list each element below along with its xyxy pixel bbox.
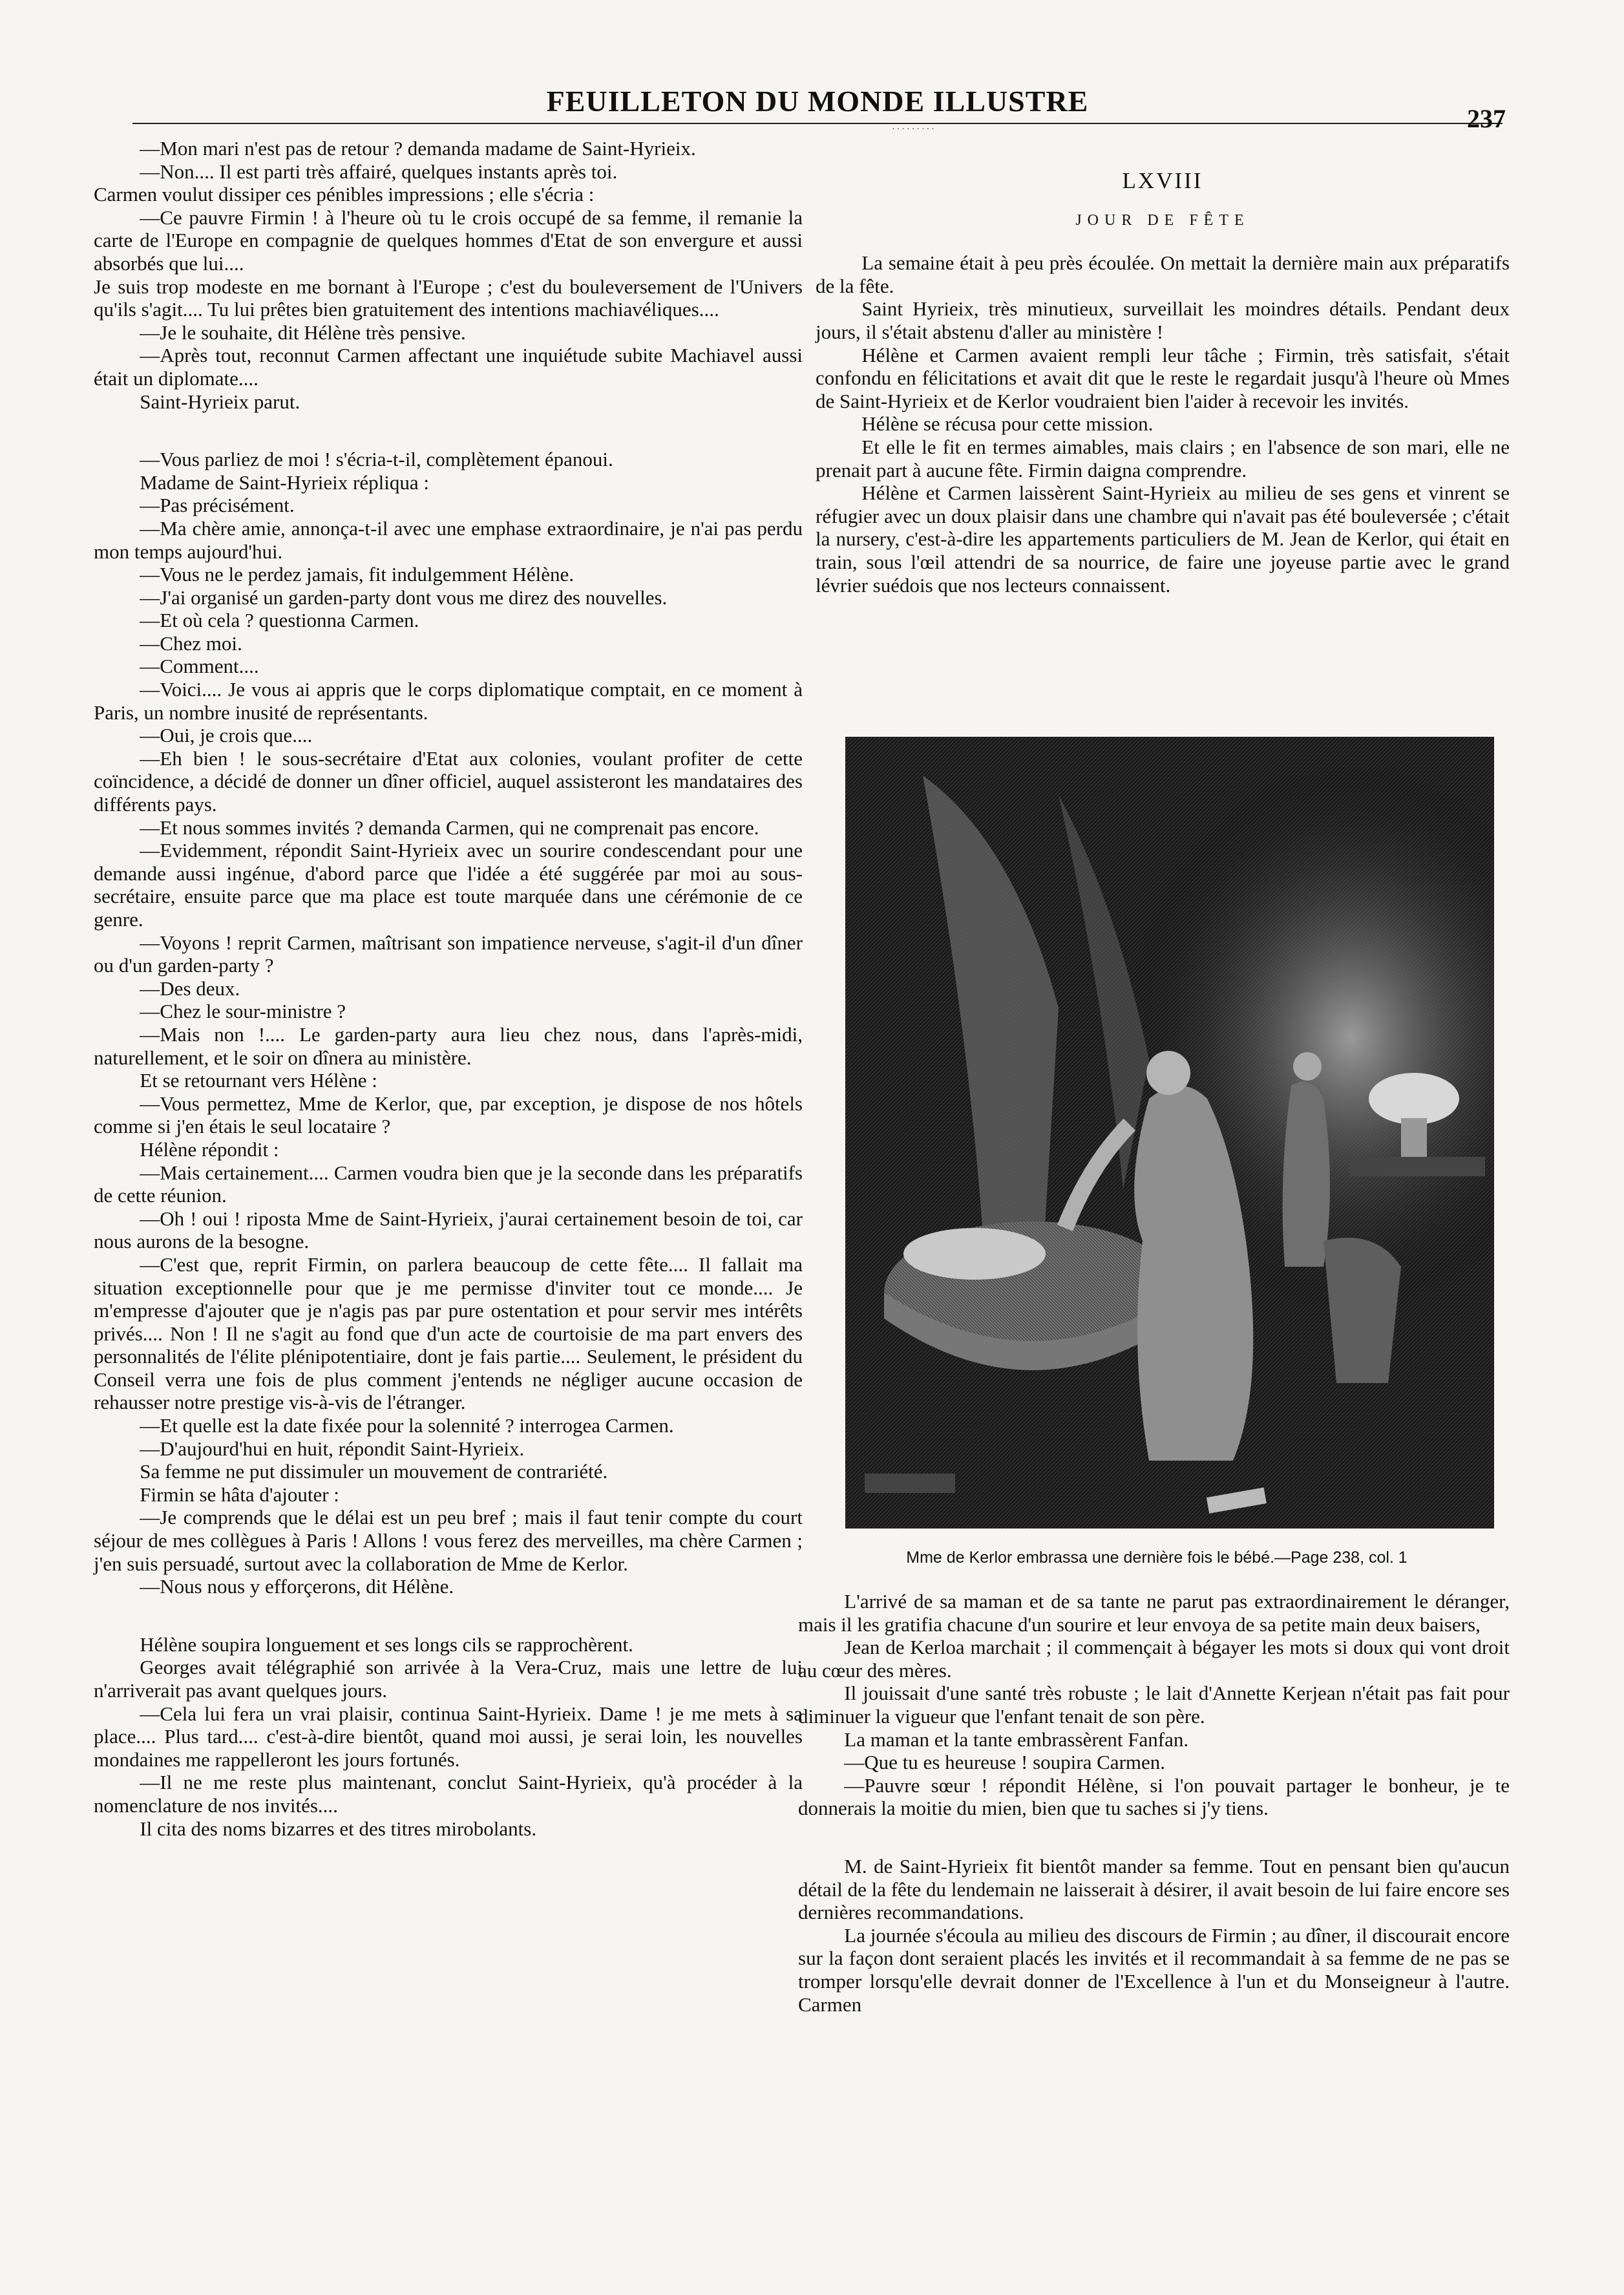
paragraph: —J'ai organisé un garden-party dont vous me direz des nouvelles. [140, 586, 668, 609]
paragraph: —D'aujourd'hui en huit, répondit Saint-Hyrieix. [140, 1437, 525, 1460]
paragraph: La maman et la tante embrassèrent Fanfan. [844, 1728, 1189, 1751]
chapter-title: JOUR DE FÊTE [1075, 211, 1250, 229]
paragraph: —Ce pauvre Firmin ! à l'heure où tu le crois occupé de sa femme, il remanie la carte de l'Europe en compagnie de quelques hommes d'Etat de son envergure et aussi absorbés que lui.... [94, 206, 803, 275]
paragraph: Hélène soupira longuement et ses longs cils se rapprochèrent. [140, 1633, 633, 1656]
paragraph: Saint-Hyrieix parut. [140, 390, 301, 413]
paragraph: —Nous nous y efforçerons, dit Hélène. [140, 1575, 454, 1598]
paragraph: Il cita des noms bizarres et des titres mirobolants. [140, 1817, 537, 1840]
left-block-1 [94, 137, 803, 413]
paragraph: M. de Saint-Hyrieix fit bientôt mander sa femme. Tout en pensant bien qu'aucun détail de la fête du lendemain ne laisserait à désirer, il avait besoin de lui faire encore ses dernières recommandations. [798, 1854, 1510, 1924]
paragraph: —Mais certainement.... Carmen voudra bien que je la seconde dans les préparatifs de cette réunion. [94, 1161, 803, 1207]
header-ornament: ········· [892, 125, 936, 134]
paragraph: —Il ne me reste plus maintenant, conclut Saint-Hyrieix, qu'à procéder à la nomenclature de nos invités.... [94, 1771, 803, 1817]
header-rule [132, 123, 1503, 124]
paragraph: —Oh ! oui ! riposta Mme de Saint-Hyrieix, j'aurai certainement besoin de toi, car nous aurons de la besogne. [94, 1207, 803, 1253]
paragraph: Sa femme ne put dissimuler un mouvement de contrariété. [140, 1460, 608, 1483]
paragraph: —Ma chère amie, annonça-t-il avec une emphase extraordinaire, je n'ai pas perdu mon temps aujourd'hui. [94, 516, 803, 563]
paragraph: —Et nous sommes invités ? demanda Carmen, qui ne comprenait pas encore. [140, 816, 759, 839]
nursery-scene-picture [845, 737, 1494, 1528]
paragraph: Je suis trop modeste en me bornant à l'Europe ; c'est du bouleversement de l'Univers qu'ils s'agit.... Tu lui prêtes bien gratuitement des intentions machiavéliques.... [94, 275, 803, 321]
section-gap [798, 1820, 1510, 1855]
paragraph: —Eh bien ! le sous-secrétaire d'Etat aux colonies, voulant profiter de cette coïncidence, a décidé de donner un dîner officiel, auquel assisteront les mandataires des différents pays. [94, 746, 803, 816]
paragraph: Et elle le fit en termes aimables, mais clairs ; en l'absence de son mari, elle ne prenait part à aucune fête. Firmin daigna comprendre. [816, 435, 1510, 481]
paragraph: Jean de Kerloa marchait ; il commençait à bégayer les mots si doux qui vont droit au cœur des mères. [798, 1636, 1510, 1682]
right-column-bottom [798, 1590, 1510, 2016]
paragraph: —Voyons ! reprit Carmen, maîtrisant son impatience nerveuse, s'agit-il d'un dîner ou d'un garden-party ? [94, 931, 803, 977]
paragraph: —Mais non !.... Le garden-party aura lieu chez nous, dans l'après-midi, naturellement, et le soir on dînera au ministère. [94, 1022, 803, 1069]
paragraph: —Et quelle est la date fixée pour la solennité ? interrogea Carmen. [140, 1414, 674, 1437]
paragraph: Georges avait télégraphié son arrivée à la Vera-Cruz, mais une lettre de lui n'arriverait pas avant quelques jours. [94, 1656, 803, 1702]
illustration-caption: Mme de Kerlor embrassa une dernière fois le bébé.—Page 238, col. 1 [906, 1549, 1408, 1567]
running-title: FEUILLETON DU MONDE ILLUSTRE [546, 85, 1089, 118]
paragraph: L'arrivé de sa maman et de sa tante ne parut pas extraordinairement le déranger, mais il les gratifia chacune d'un sourire et leur envoya de sa petite main deux baisers, [798, 1590, 1510, 1636]
paragraph: —Après tout, reconnut Carmen affectant une inquiétude subite Machiavel aussi était un diplomate.... [94, 344, 803, 390]
paragraph: Il jouissait d'une santé très robuste ; le lait d'Annette Kerjean n'était pas fait pour diminuer la vigueur que l'enfant tenait de son père. [798, 1682, 1510, 1728]
paragraph: —Oui, je crois que.... [140, 724, 313, 747]
paragraph: —Evidemment, répondit Saint-Hyrieix avec un sourire condescendant pour une demande aussi ingénue, d'abord parce que l'idée a été suggérée par moi au sous-secrétaire, ensuite parce que ma place est toute marquée dans une cérémonie de ce genre. [94, 839, 803, 931]
left-block-2 [94, 448, 803, 1598]
paragraph: Hélène répondit : [140, 1137, 279, 1161]
paragraph: Et se retournant vers Hélène : [140, 1069, 377, 1092]
page-number: 237 [1467, 104, 1506, 133]
paragraph: —Non.... Il est parti très affairé, quelques instants après toi. [140, 160, 618, 183]
paragraph: Hélène et Carmen avaient rempli leur tâche ; Firmin, très satisfait, s'était confondu en félicitations et avait dit que le reste le regardait jusqu'à l'heure où Mmes de Saint-Hyrieix et de Kerlor voudraient bien l'aider à recevoir les invités. [816, 343, 1510, 412]
paragraph: Madame de Saint-Hyrieix répliqua : [140, 471, 429, 494]
paragraph: —Vous permettez, Mme de Kerlor, que, par exception, je dispose de nos hôtels comme si j'en étais le seul locataire ? [94, 1092, 803, 1138]
paragraph: —Et où cela ? questionna Carmen. [140, 609, 419, 632]
paragraph: —Voici.... Je vous ai appris que le corps diplomatique comptait, en ce moment à Paris, un nombre inusité de représentants. [94, 678, 803, 724]
paragraph: —Je comprends que le délai est un peu bref ; mais il faut tenir compte du court séjour de mes collègues à Paris ! Allons ! vous ferez des merveilles, ma chère Carmen ; j'en suis persuadé, surtout avec la collaboration de Mme de Kerlor. [94, 1506, 803, 1575]
paragraph: —Pas précisément. [140, 494, 295, 517]
paragraph: La semaine était à peu près écoulée. On mettait la dernière main aux préparatifs de la fête. [816, 251, 1510, 297]
paragraph: —Cela lui fera un vrai plaisir, continua Saint-Hyrieix. Dame ! je me mets à sa place.... Plus tard.... c'est-à-dire bientôt, quand moi aussi, je serai loin, les nouvelles mondaines me rappelleront les jours fortunés. [94, 1702, 803, 1771]
paragraph: Firmin se hâta d'ajouter : [140, 1483, 339, 1506]
paragraph: Saint Hyrieix, très minutieux, surveillait les moindres détails. Pendant deux jours, il s'était abstenu d'aller au ministère ! [816, 297, 1510, 343]
paragraph: —Vous ne le perdez jamais, fit indulgemment Hélène. [140, 563, 575, 586]
paragraph: —Mon mari n'est pas de retour ? demanda madame de Saint-Hyrieix. [140, 137, 696, 160]
paragraph: —Des deux. [140, 977, 240, 1000]
section-gap [94, 1598, 803, 1633]
paragraph: —Que tu es heureuse ! soupira Carmen. [844, 1751, 1166, 1774]
left-column [94, 137, 803, 1840]
paragraph: Hélène se récusa pour cette mission. [861, 412, 1154, 436]
paragraph: —Comment.... [140, 655, 259, 678]
paragraph: —Vous parliez de moi ! s'écria-t-il, complètement épanoui. [140, 448, 613, 471]
left-block-3 [94, 1633, 803, 1840]
paragraph: —Chez moi. [140, 631, 242, 655]
paragraph: —C'est que, reprit Firmin, on parlera beaucoup de cette fête.... Il fallait ma situation exceptionnelle pour que je me permisse d'inviter tout ce monde.... Je m'empresse d'ajouter que je n'agis pas par pure ostentation et pour servir mes intérêts privés.... Non ! Il ne s'agit au fond que d'un acte de courtoisie de ma part envers des personnalités de l'élite plénipotentiaire, dont je fais partie.... Seulement, le président du Conseil verra une fois de plus comment j'entends ne négliger aucune occasion de rehausser notre prestige vis-à-vis de l'étranger. [94, 1253, 803, 1414]
paragraph: Hélène et Carmen laissèrent Saint-Hyrieix au milieu de ses gens et vinrent se réfugier avec un doux plaisir dans une chambre qui n'avait pas été bouleversée ; c'était la nursery, c'est-à-dire les appartements particuliers de M. Jean de Kerlor, qui était en train, sous l'œil attendri de sa nourrice, de faire une joyeuse partie avec le grand lévrier suédois que nos lecteurs connaissent. [816, 481, 1510, 597]
right-column-top [816, 169, 1510, 597]
section-gap [94, 413, 803, 448]
paragraph: La journée s'écoula au milieu des discours de Firmin ; au dîner, il discourait encore sur la façon dont seraient placés les invités et il recommandait à sa femme de ne pas se tromper lorsqu'elle devrait donner de l'Excellence à l'un et du Monseigneur à l'autre. Carmen [798, 1923, 1510, 2016]
chapter-number: LXVIII [1122, 168, 1203, 193]
engraving-illustration [845, 737, 1494, 1528]
paragraph: —Pauvre sœur ! répondit Hélène, si l'on pouvait partager le bonheur, je te donnerais la moitie du mien, bien que tu saches si j'y tiens. [798, 1773, 1510, 1820]
paragraph: Carmen voulut dissiper ces pénibles impressions ; elle s'écria : [94, 183, 595, 206]
paragraph: —Chez le sour-ministre ? [140, 1000, 346, 1023]
paragraph: —Je le souhaite, dit Hélène très pensive. [140, 321, 466, 344]
